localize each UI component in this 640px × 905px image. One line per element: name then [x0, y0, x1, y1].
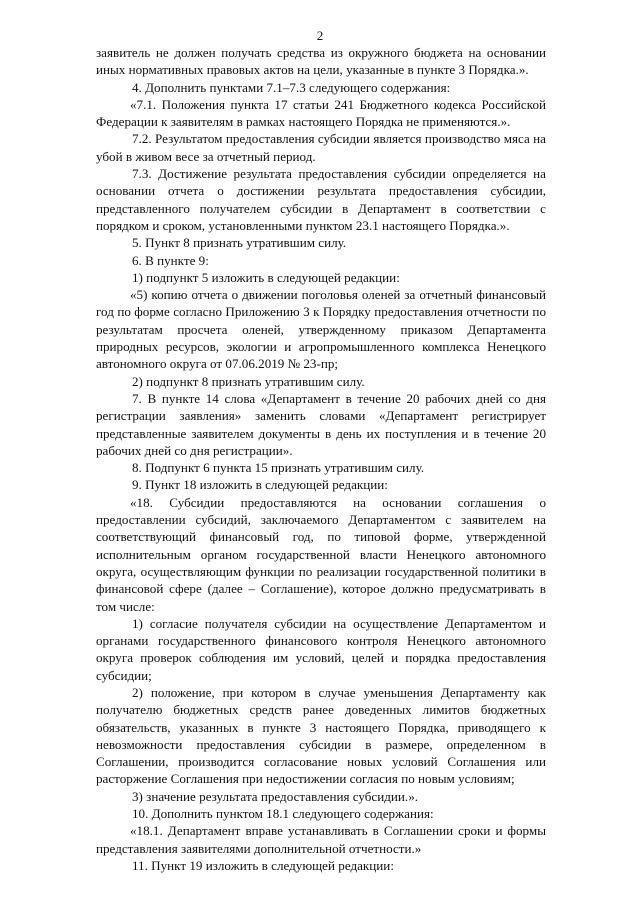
page-number: 2	[316, 28, 324, 43]
paragraph: 4. Дополнить пунктами 7.1–7.3 следующего содержания:	[132, 79, 451, 95]
paragraph: 1) подпункт 5 изложить в следующей редакции:	[132, 269, 400, 285]
paragraph: «7.1. Положения пункта 17 статьи 241 Бюджетного кодекса Российской Федерации к заявителям в рамках настоящего Порядка не применяются.».	[96, 96, 546, 130]
paragraph: «18.1. Департамент вправе устанавливать в Соглашении сроки и формы представления заявителями дополнительной отчетности.»	[96, 823, 546, 856]
paragraph: 7.3. Достижение результата предоставления субсидии определяется на основании отчета о достижении результата предоставления субсидии, представленного получателем субсидии в Департамент в соответствии с порядком и сроком, установленными пунктом 23.1 настоящего Порядка.».	[96, 166, 546, 233]
paragraph: 10. Дополнить пунктом 18.1 следующего содержания:	[132, 806, 434, 822]
paragraph: «18. Субсидии предоставляются на основании соглашения о предоставлении субсидий, заключаемого Департаментом с заявителем на соответствующий финансовый год, по типовой форме, утвержденной исполнительным органом государственной власти Ненецкого автономного округа, осуществляющим функции по реализации государственной политики в финансовой сфере (далее – Соглашение), которое должно предусматривать в том числе:	[96, 494, 546, 614]
paragraph: 9. Пункт 18 изложить в следующей редакции:	[132, 477, 388, 493]
paragraph: 8. Подпункт 6 пункта 15 признать утратившим силу.	[132, 460, 425, 476]
paragraph: 11. Пункт 19 изложить в следующей редакции:	[132, 857, 394, 873]
paragraph: 7.2. Результатом предоставления субсидии является производство мяса на убой в живом весе за отчетный период.	[96, 131, 546, 164]
paragraph: 1) согласие получателя субсидии на осуществление Департаментом и органами государственного финансового контроля Ненецкого автономного округа проверок соблюдения им условий, целей и порядка предоставления субсидии;	[96, 615, 546, 683]
paragraph: 5. Пункт 8 признать утратившим силу.	[132, 235, 347, 251]
document-body	[96, 44, 546, 874]
paragraph: 6. В пункте 9:	[132, 252, 209, 268]
paragraph: заявитель не должен получать средства из окружного бюджета на основании иных нормативных правовых актов на цели, указанные в пункте 3 Порядка.».	[96, 45, 546, 78]
paragraph: 2) подпункт 8 признать утратившим силу.	[132, 373, 365, 389]
paragraph: 3) значение результата предоставления субсидии.».	[132, 788, 419, 804]
paragraph: 2) положение, при котором в случае уменьшения Департаменту как получателю бюджетных средств ранее доведенных лимитов бюджетных обязательств, указанных в пункте 3 настоящего Порядка, приводящего к невозможности предоставления субсидии в размере, определенном в Соглашении, производится согласование новых условий Соглашения или расторжение Соглашения при недостижении согласия по новым условиям;	[96, 684, 546, 787]
paragraph: «5) копию отчета о движении поголовья оленей за отчетный финансовый год по форме согласно Приложению 3 к Порядку предоставления отчетности по результатам просчета оленей, утвержденному приказом Департамента природных ресурсов, экологии и агропромышленного комплекса Ненецкого автономного округа от 07.06.2019 № 23-пр;	[96, 287, 546, 372]
paragraph: 7. В пункте 14 слова «Департамент в течение 20 рабочих дней со дня регистрации заявления» заменить словами «Департамент регистрирует представленные заявителем документы в день их поступления и в течение 20 рабочих дней со дня регистрации».	[96, 390, 546, 458]
